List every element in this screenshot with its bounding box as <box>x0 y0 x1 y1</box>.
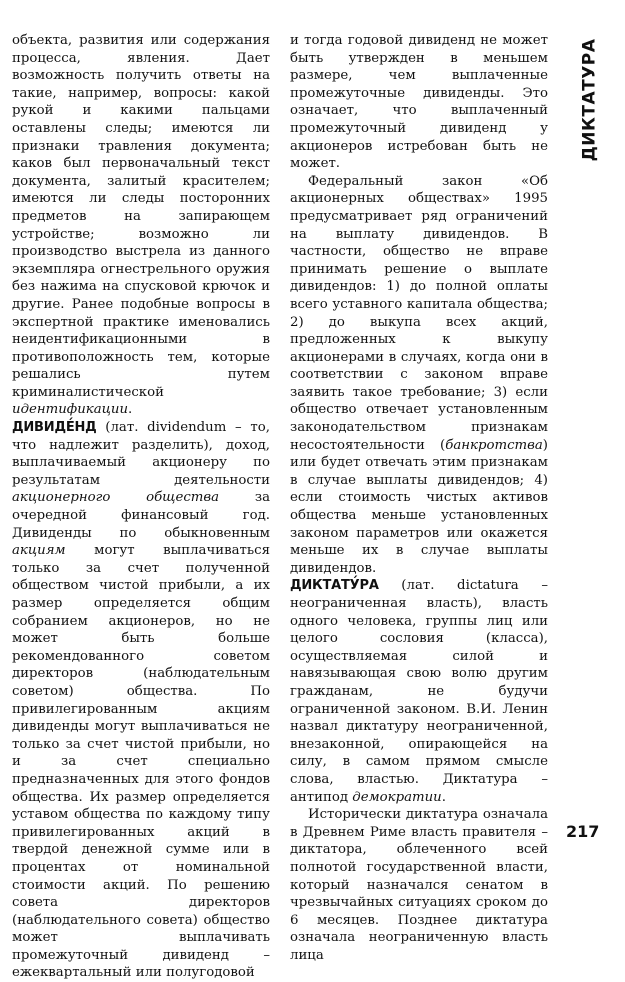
running-head <box>574 40 604 160</box>
page-number: 217 <box>566 822 600 841</box>
entry-term-dividend: ДИВИДЕ́НД <box>12 420 97 436</box>
entry-term-dictatorship: ДИКТАТУ́РА <box>290 578 379 594</box>
entry-text: за очередной финансовый год. Дивиденды по обыкновенным <box>12 490 270 541</box>
history-paragraph: Исторически диктатура означала в Древнем Риме власть правителя – диктатора, облеченного всей полнотой государственной власти, который назначался сенатом в чрезвычайных ситуациях сроком до 6 месяцев. Позднее диктатура означала неограниченную власть лица <box>290 807 548 963</box>
cross-reference-bankruptcy[interactable]: банкротства <box>445 437 543 453</box>
cross-reference-democracy[interactable]: демократии <box>352 789 442 805</box>
entry-text: могут выплачиваться только за счет полученной обществом чистой прибыли, а их размер определяется общим собранием акционеров, но не может быть больше рекомендованного советом директоров (наблюдательным советом) общества. По привилегированным акциям дивиденды могут выплачиваться не только за счет чистой прибыли, но и за счет специально предназначенных для этого фондов общества. Их размер определяется уставом общества по каждому типу привилегированных акций в твердой денежной сумме или в процентах от номинальной стоимости акций. По решению совета директоров (наблюдательного совета) общество может выплачивать промежуточный дивиденд – ежеквартальный или полугодовой <box>12 543 270 981</box>
right-column <box>290 32 548 964</box>
entry-text: (лат. dividendum – то, что надлежит разделить), доход, выплачиваемый акционеру по результатам деятельности <box>12 420 270 488</box>
punctuation: . <box>441 789 446 805</box>
paragraph-text: Федеральный закон «Об акционерных обществах» 1995 предусматривает ряд ограничений на выплату дивидендов. В частности, общество не вправе принимать решение о выплате дивидендов: 1) до полной оплаты всего уставного капитала общества; 2) до выкупа всех акций, предложенных к выкупу акционерами в случаях, когда они в соответствии с законом вправе заявить такое требование; 3) если общество отвечает установленным законодательством признакам несостоятельности ( <box>290 173 548 453</box>
left-column <box>12 32 270 982</box>
cross-reference-shares[interactable]: акциям <box>12 543 66 559</box>
punctuation: . <box>128 402 133 418</box>
entry-text: (лат. dictatura – неограниченная власть), власть одного человека, группы лиц или целого сословия (класса), осуществляемая силой и навязывающая свою волю другим гражданам, не будучи ограниченной законом. В.И. Ленин назвал диктатуру неограниченной, внезаконной, опирающейся на силу, в самом прямом смысле слова, властью. Диктатура – антипод <box>290 578 548 805</box>
running-head-label: ДИКТАТУРА <box>579 38 599 162</box>
entry-dividend <box>12 419 270 982</box>
continuation-paragraph <box>12 32 270 419</box>
continuation-text: объекта, развития или содержания процесса, явления. Дает возможность получить ответы на такие, например, вопросы: какой рукой и какими пальцами оставлены следы; имеются ли признаки травления документа; каков был первоначальный текст документа, залитый красителем; имеются ли следы посторонних предметов на запирающем устройстве; возможно ли производство выстрела из данного экземпляра огнестрельного оружия без нажима на спусковой крючок и другие. Ранее подобные вопросы в экспертной практике именовались неидентификационными в противоположность тем, которые решались путем криминалистической <box>12 33 270 400</box>
paragraph-text: ) или будет отвечать этим признакам в случае выплаты дивидендов; 4) если стоимость чистых активов общества меньше установленных законом параметров или окажется меньше их в случае выплаты дивидендов. <box>290 437 548 576</box>
federal-law-paragraph <box>290 173 548 578</box>
continuation-paragraph: и тогда годовой дивиденд не может быть утвержден в меньшем размере, чем выплаченные промежуточные дивиденды. Это означает, что выплаченный промежуточный дивиденд у акционеров истребован быть не может. <box>290 33 548 172</box>
cross-reference-identification[interactable]: идентификации <box>12 402 129 418</box>
cross-reference-joint-stock-company[interactable]: акционерного общества <box>12 490 220 506</box>
entry-dictatorship <box>290 577 548 806</box>
